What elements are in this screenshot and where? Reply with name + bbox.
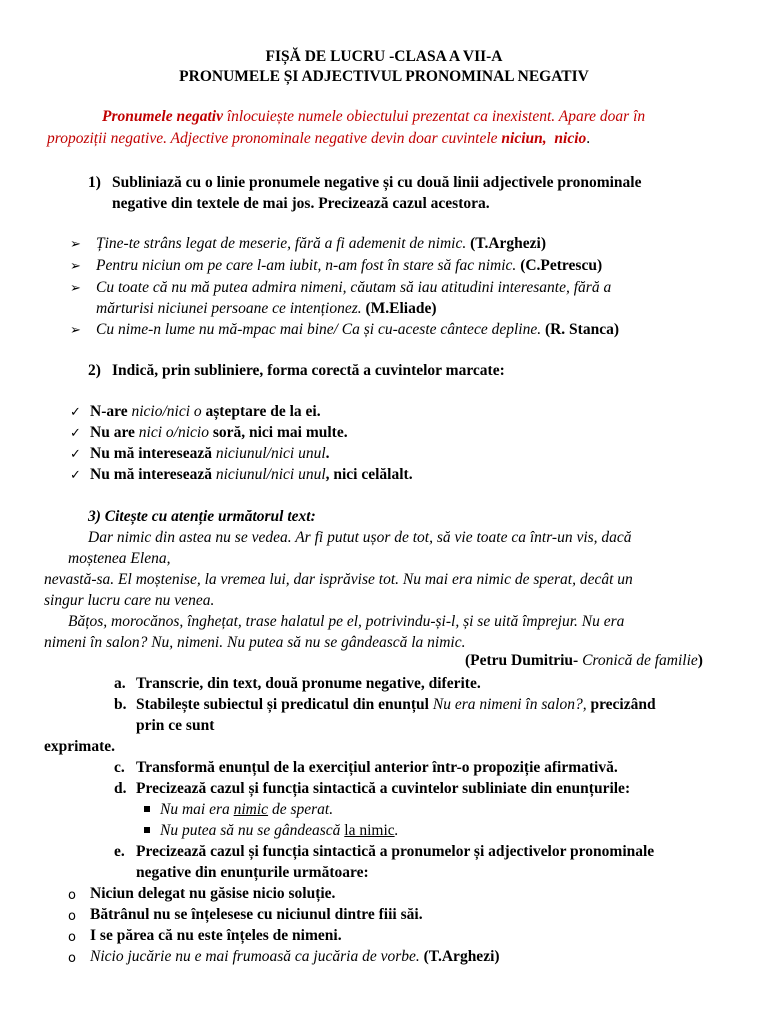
arrow-bullet-icon: ➢ bbox=[70, 323, 81, 338]
ex1-item-2-author: (C.Petrescu) bbox=[516, 257, 603, 274]
ex3-c-label: c. bbox=[114, 759, 125, 776]
ex2-item-1-a: N-are bbox=[90, 403, 132, 420]
ex3-d-label: d. bbox=[114, 780, 127, 797]
ex3-source-author: (Petru Dumitriu- bbox=[465, 652, 583, 669]
intro-line-1 bbox=[102, 106, 645, 127]
ex1-item-4-author: (R. Stanca) bbox=[541, 321, 620, 338]
ex2-number: 2) bbox=[88, 362, 101, 379]
checkmark-icon: ✓ bbox=[70, 468, 81, 483]
ex3-o-item-2: Bătrânul nu se înțelesese cu niciunul dintre fiii săi. bbox=[90, 906, 423, 923]
circle-bullet-icon: o bbox=[68, 909, 76, 924]
ex2-item-2 bbox=[90, 422, 348, 443]
ex1-item-1-text: Ține-te strâns legat de meserie, fără a fi ademenit de nimic. bbox=[96, 235, 467, 252]
arrow-bullet-icon: ➢ bbox=[70, 237, 81, 252]
ex3-text-line-1: Dar nimic din astea nu se vedea. Ar fi putut ușor de tot, să vie toate ca într-un vis, dacă bbox=[88, 529, 632, 546]
circle-bullet-icon: o bbox=[68, 951, 76, 966]
ex3-source-work: Cronică de familie bbox=[582, 652, 698, 669]
intro-term: Pronumele negativ bbox=[102, 108, 223, 125]
ex2-item-4-choice: niciunul/nici unul bbox=[215, 466, 326, 483]
ex1-number: 1) bbox=[88, 174, 101, 191]
intro-end: . bbox=[586, 130, 591, 147]
ex3-b-t2: Nu era nimeni în salon?, bbox=[432, 696, 587, 713]
title-line-1: FIȘĂ DE LUCRU -CLASA A VII-A bbox=[265, 48, 503, 65]
title-line-2: PRONUMELE ȘI ADJECTIVUL PRONOMINAL NEGATIV bbox=[179, 68, 589, 85]
ex3-b-t3: precizând bbox=[586, 696, 656, 713]
ex3-d-item-1 bbox=[160, 799, 333, 820]
square-bullet-icon bbox=[144, 827, 150, 833]
ex3-e-line-1: Precizează cazul și funcția sintactică a pronumelor și adjectivelor pronominale bbox=[136, 843, 655, 860]
ex2-item-3-a: Nu mă interesează bbox=[90, 445, 216, 462]
ex3-o4-text: Nicio jucărie nu e mai frumoasă ca jucăria de vorbe. bbox=[90, 948, 420, 965]
ex3-c-text: Transformă enunțul de la exercițiul anterior într-o propoziție afirmativă. bbox=[136, 759, 618, 776]
ex3-o-item-1: Niciun delegat nu găsise nicio soluție. bbox=[90, 885, 336, 902]
ex3-d-item-2 bbox=[160, 820, 399, 841]
ex2-item-3-b: . bbox=[325, 445, 330, 462]
ex2-item-3 bbox=[90, 443, 330, 464]
ex3-d2-underlined: la nimic bbox=[344, 822, 395, 839]
ex3-text-line-6: nimeni în salon? Nu, nimeni. Nu putea să nu se gândească la nimic. bbox=[44, 634, 466, 651]
ex2-item-1 bbox=[90, 401, 321, 422]
ex1-item-4 bbox=[96, 319, 619, 340]
ex3-heading: 3) Citește cu atenție următorul text: bbox=[88, 508, 316, 525]
ex3-text-line-3: nevastă-sa. El moștenise, la vremea lui, dar isprăvise tot. Nu mai era nimic de sperat, decât un bbox=[44, 571, 633, 588]
ex3-d1-underlined: nimic bbox=[233, 801, 269, 818]
ex1-item-3b-author: (M.Eliade) bbox=[361, 300, 437, 317]
ex2-item-2-choice: nici o/nicio bbox=[138, 424, 209, 441]
ex1-line-2: negative din textele de mai jos. Precizează cazul acestora. bbox=[112, 195, 490, 212]
ex3-d1-b: de sperat. bbox=[268, 801, 334, 818]
ex1-item-3b-text: mărturisi niciunei persoane ce intenționez. bbox=[96, 300, 362, 317]
ex3-b-line-3: exprimate. bbox=[44, 738, 116, 755]
ex3-a-label: a. bbox=[114, 675, 126, 692]
ex3-d1-a: Nu mai era bbox=[160, 801, 234, 818]
ex2-item-1-b: așteptare de la ei. bbox=[201, 403, 321, 420]
ex3-d2-a: Nu putea să nu se gândească bbox=[160, 822, 345, 839]
ex2-item-4-a: Nu mă interesează bbox=[90, 466, 216, 483]
ex3-e-label: e. bbox=[114, 843, 125, 860]
ex2-text: Indică, prin subliniere, forma corectă a cuvintelor marcate: bbox=[112, 362, 505, 379]
ex3-b-line-2: prin ce sunt bbox=[136, 717, 215, 734]
ex2-item-3-choice: niciunul/nici unul bbox=[215, 445, 326, 462]
ex1-item-2-text: Pentru niciun om pe care l-am iubit, n-am fost în stare să fac nimic. bbox=[96, 257, 517, 274]
ex3-source bbox=[465, 650, 703, 671]
ex2-item-1-choice: nicio/nici o bbox=[131, 403, 202, 420]
intro-line-2 bbox=[47, 128, 590, 149]
ex3-o4-author: (T.Arghezi) bbox=[419, 948, 500, 965]
intro-l1-rest: înlocuiește numele obiectului prezentat ca inexistent. Apare doar în bbox=[222, 108, 646, 125]
circle-bullet-icon: o bbox=[68, 888, 76, 903]
intro-word-nicio: nicio bbox=[554, 130, 587, 147]
arrow-bullet-icon: ➢ bbox=[70, 281, 81, 296]
checkmark-icon: ✓ bbox=[70, 405, 81, 420]
ex1-item-3-text: Cu toate că nu mă putea admira nimeni, căutam să iau atitudini interesante, fără a bbox=[96, 279, 612, 296]
checkmark-icon: ✓ bbox=[70, 447, 81, 462]
ex1-item-1-author: (T.Arghezi) bbox=[466, 235, 546, 252]
ex3-e-line-2: negative din enunțurile următoare: bbox=[136, 864, 369, 881]
checkmark-icon: ✓ bbox=[70, 426, 81, 441]
arrow-bullet-icon: ➢ bbox=[70, 259, 81, 274]
ex3-a-text: Transcrie, din text, două pronume negative, diferite. bbox=[136, 675, 481, 692]
ex3-text-line-4: singur lucru care nu venea. bbox=[44, 592, 215, 609]
ex3-b-label: b. bbox=[114, 696, 127, 713]
ex2-item-4-b: , nici celălalt. bbox=[325, 466, 413, 483]
ex1-line-1: Subliniază cu o linie pronumele negative și cu două linii adjectivele pronominale bbox=[112, 174, 642, 191]
ex1-item-3-cont bbox=[96, 298, 437, 319]
ex1-item-3 bbox=[96, 277, 611, 298]
ex1-item-2 bbox=[96, 255, 602, 276]
intro-word-niciun: niciun, bbox=[501, 130, 547, 147]
ex3-b-text bbox=[136, 694, 656, 715]
ex3-o-item-4 bbox=[90, 946, 500, 967]
circle-bullet-icon: o bbox=[68, 930, 76, 945]
ex2-item-4 bbox=[90, 464, 413, 485]
ex2-item-2-a: Nu are bbox=[90, 424, 139, 441]
intro-l2: propoziții negative. Adjective pronominale negative devin doar cuvintele bbox=[47, 130, 502, 147]
ex3-text-line-5: Bățos, morocănos, înghețat, trase halatul pe el, potrivindu-și-l, și se uită împrejur. Nu era bbox=[68, 613, 625, 630]
ex3-text-line-2: moștenea Elena, bbox=[68, 550, 171, 567]
ex1-item-4-text: Cu nime-n lume nu mă-mpac mai bine/ Ca și cu-aceste cântece depline. bbox=[96, 321, 542, 338]
ex3-b-t1: Stabilește subiectul și predicatul din enunțul bbox=[136, 696, 433, 713]
ex2-item-2-b: soră, nici mai multe. bbox=[208, 424, 348, 441]
square-bullet-icon bbox=[144, 806, 150, 812]
ex3-d-text: Precizează cazul și funcția sintactică a cuvintelor subliniate din enunțurile: bbox=[136, 780, 631, 797]
ex3-source-close: ) bbox=[697, 652, 703, 669]
ex3-d2-b: . bbox=[394, 822, 399, 839]
ex1-item-1 bbox=[96, 233, 546, 254]
ex3-o-item-3: I se părea că nu este înțeles de nimeni. bbox=[90, 927, 342, 944]
